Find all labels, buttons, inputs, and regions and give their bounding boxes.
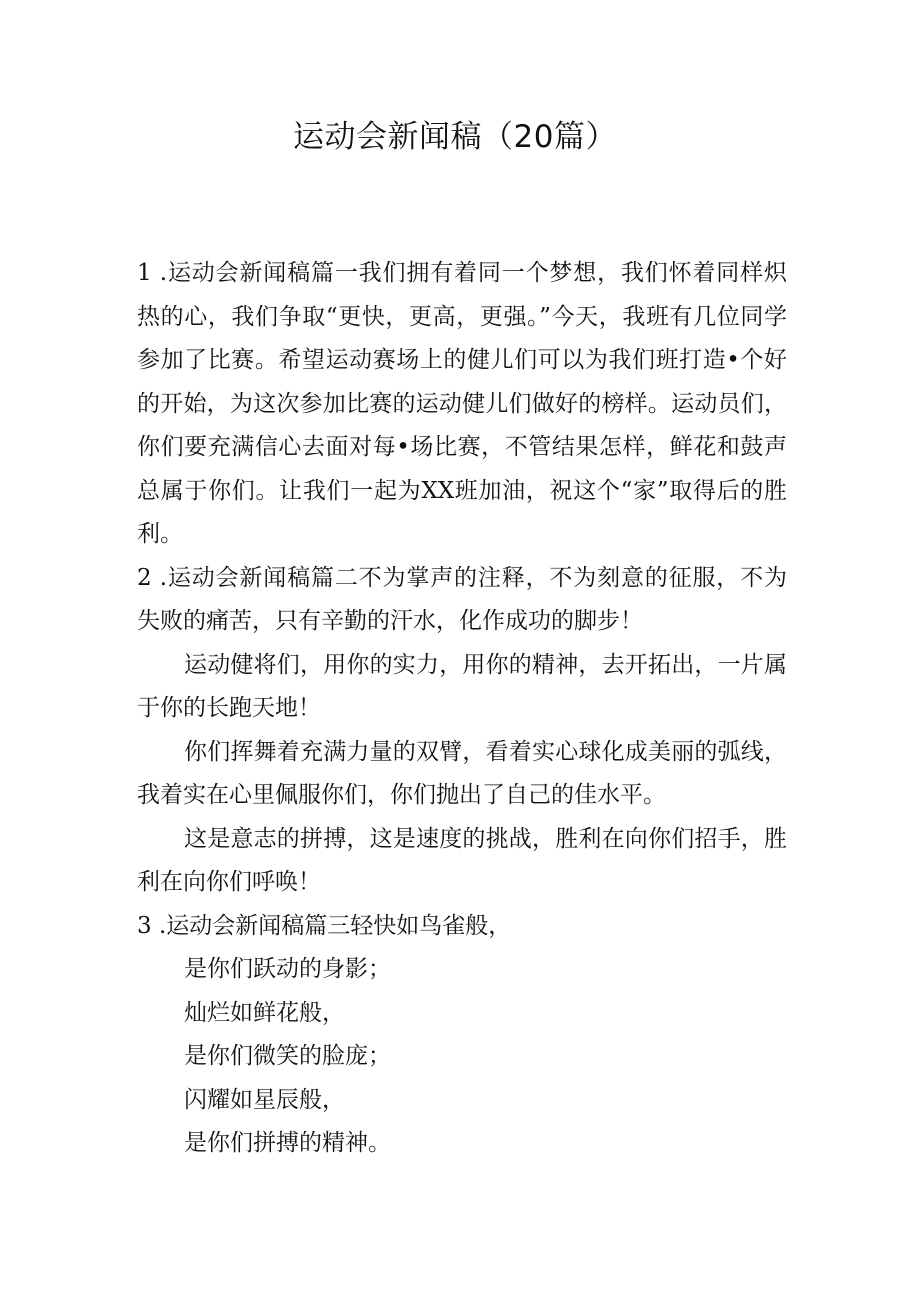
document-title: 运动会新闻稿（20篇）: [293, 119, 617, 155]
paragraph-6: 3 .运动会新闻稿篇三轻快如鸟雀般，: [137, 912, 512, 939]
document-body: [137, 252, 787, 1166]
verse-line-3: 是你们微笑的脸庞；: [184, 1043, 391, 1069]
paragraph-3: 运动健将们，用你的实力，用你的精神，去开拓出，一片属于你的长跑天地！: [137, 651, 787, 721]
paragraph-2: 2 .运动会新闻稿篇二不为掌声的注释，不为刻意的征服，不为失败的痛苦，只有辛勤的汗水，化作成功的脚步！: [137, 564, 787, 634]
verse-line-1: 是你们跃动的身影；: [184, 956, 391, 982]
paragraph-5: 这是意志的拼搏，这是速度的挑战，胜利在向你们招手，胜利在向你们呼唤！: [137, 825, 787, 895]
verse-line-5: 是你们拼搏的精神。: [184, 1130, 391, 1156]
paragraph-4: 你们挥舞着充满力量的双臂，看着实心球化成美丽的弧线，我着实在心里佩服你们，你们抛出了自己的佳水平。: [137, 738, 787, 808]
verse-line-4: 闪耀如星辰般，: [184, 1086, 345, 1113]
paragraph-1: 1 .运动会新闻稿篇一我们拥有着同一个梦想，我们怀着同样炽热的心，我们争取“更快，更高，更强。”今天，我班有几位同学参加了比赛。希望运动赛场上的健儿们可以为我们班打造•个好的开始，为这次参加比赛的运动健儿们做好的榜样。运动员们，你们要充满信心去面对每•场比赛，不管结果怎样，鲜花和鼓声总属于你们。让我们一起为XX班加油，祝这个“家”取得后的胜利。: [137, 260, 787, 547]
verse-line-2: 灿烂如鲜花般，: [184, 999, 345, 1026]
